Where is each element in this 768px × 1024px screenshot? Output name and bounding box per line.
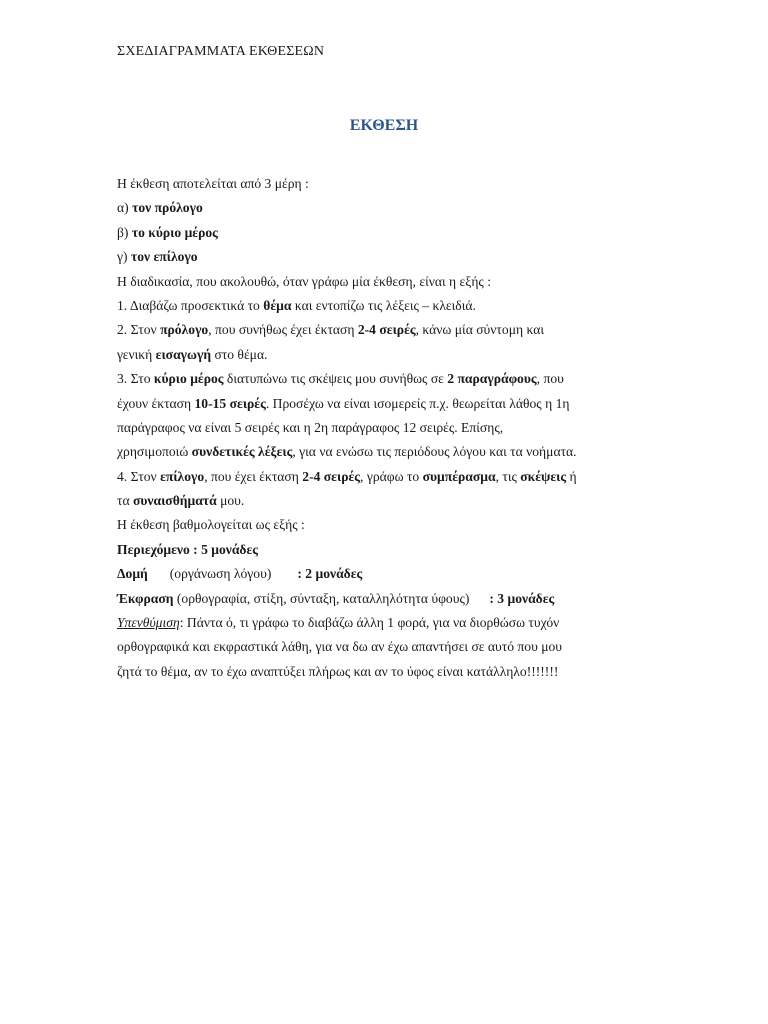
reminder-line-2: ορθογραφικά και εκφραστικά λάθη, για να δω αν έχω απαντήσει σε αυτό που μου	[117, 639, 563, 655]
step-1: 1. Διαβάζω προσεκτικά το θέμα και εντοπίζω τις λέξεις – κλειδιά.	[117, 297, 476, 313]
step-3-line-1: 3. Στο κύριο μέρος διατυπώνω τις σκέψεις μου συνήθως σε 2 παραγράφους, που	[117, 371, 564, 387]
step-2-line-2: γενική εισαγωγή στο θέμα.	[117, 346, 268, 362]
step-3-line-2: έχουν έκταση 10-15 σειρές. Προσέχω να είναι ισομερείς π.χ. θεωρείται λάθος η 1η	[117, 395, 570, 411]
part-b: β) το κύριο μέρος	[117, 224, 218, 240]
grading-content: Περιεχόμενο : 5 μονάδες	[117, 541, 259, 557]
part-a: α) τον πρόλογο	[117, 200, 203, 216]
step-4-line-2: τα συναισθήματά μου.	[117, 493, 245, 509]
reminder-line-1: Υπενθύμιση: Πάντα ό, τι γράφω το διαβάζω άλλη 1 φορά, για να διορθώσω τυχόν	[117, 615, 560, 631]
document-title: ΕΚΘΕΣΗ	[349, 117, 419, 134]
step-3-line-4: χρησιμοποιώ συνδετικές λέξεις, για να ενώσω τις περιόδους λόγου και τα νοήματα.	[117, 444, 577, 460]
document-header: ΣΧΕΔΙΑΓΡΑΜΜΑΤΑ ΕΚΘΕΣΕΩΝ	[117, 44, 325, 59]
grading-expression: Έκφραση (ορθογραφία, στίξη, σύνταξη, καταλληλότητα ύφους) : 3 μονάδες	[117, 590, 555, 606]
grading-intro: Η έκθεση βαθμολογείται ως εξής :	[117, 517, 305, 533]
step-3-line-3: παράγραφος να είναι 5 σειρές και η 2η παράγραφος 12 σειρές. Επίσης,	[117, 419, 504, 435]
step-4-line-1: 4. Στον επίλογο, που έχει έκταση 2-4 σειρές, γράφω το συμπέρασμα, τις σκέψεις ή	[117, 468, 577, 484]
step-2-line-1: 2. Στον πρόλογο, που συνήθως έχει έκταση 2-4 σειρές, κάνω μία σύντομη και	[117, 322, 545, 338]
reminder-line-3: ζητά το θέμα, αν το έχω αναπτύξει πλήρως και αν το ύφος είναι κατάλληλο!!!!!!!	[117, 663, 559, 679]
grading-structure: Δομή (οργάνωση λόγου) : 2 μονάδες	[117, 566, 363, 582]
part-c: γ) τον επίλογο	[117, 249, 198, 265]
process-line: Η διαδικασία, που ακολουθώ, όταν γράφω μία έκθεση, είναι η εξής :	[117, 273, 491, 289]
intro-line: Η έκθεση αποτελείται από 3 μέρη :	[117, 176, 309, 191]
document-body	[117, 172, 647, 684]
